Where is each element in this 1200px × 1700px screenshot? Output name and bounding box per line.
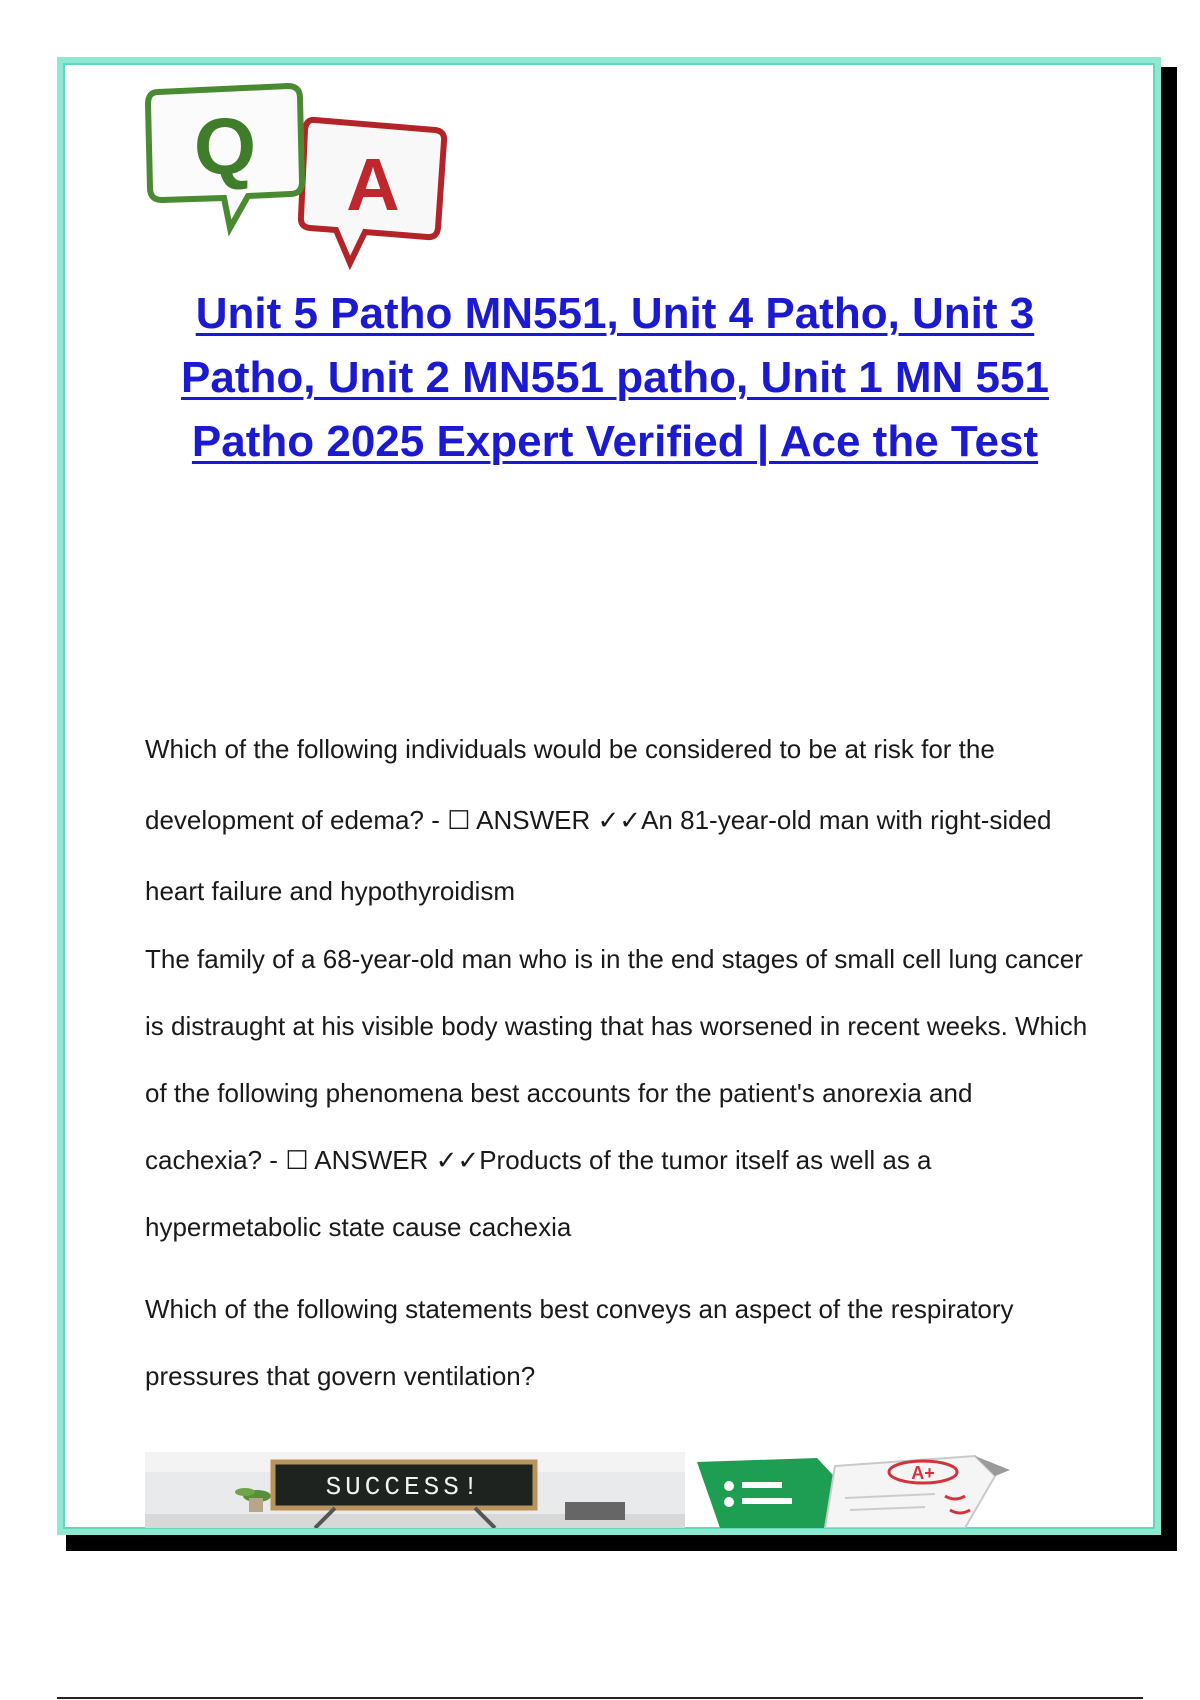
graded-paper-icon bbox=[825, 1456, 1010, 1528]
qa-item-2 bbox=[145, 926, 1090, 1261]
question-text: The family of a 68-year-old man who is in the end stages of small cell lung cancer is distraught at his visible body wasting that has worsened in recent weeks. Which of the following phenomena best accounts for the patient's anorexia and cachexia? - bbox=[145, 944, 1088, 1175]
answer-marker: ☐ ANSWER ✓✓ bbox=[447, 805, 642, 835]
footer-banner bbox=[145, 1452, 1060, 1528]
qa-item-3 bbox=[145, 1276, 1090, 1410]
answer-text: Products of the tumor itself as well as a hypermetabolic state cause cachexia bbox=[145, 1145, 932, 1242]
document-title[interactable]: Unit 5 Patho MN551, Unit 4 Patho, Unit 3 Patho, Unit 2 MN551 patho, Unit 1 MN 551 Patho 2025 Expert Verified | Ace the Test bbox=[181, 289, 1049, 466]
question-text: Which of the following statements best conveys an aspect of the respiratory pressures that govern ventilation? bbox=[145, 1294, 1014, 1391]
qa-logo bbox=[140, 78, 490, 288]
answer-text: An 81-year-old man with right-sided heart failure and hypothyroidism bbox=[145, 805, 1052, 906]
a-letter: A bbox=[346, 143, 400, 226]
footer-rule bbox=[57, 1697, 1143, 1699]
success-sign-text: SUCCESS! bbox=[325, 1472, 483, 1502]
answer-marker: ☐ ANSWER ✓✓ bbox=[285, 1145, 480, 1175]
grade-text: A+ bbox=[911, 1463, 935, 1483]
spreadsheet-icon bbox=[697, 1458, 845, 1528]
q-letter: Q bbox=[193, 102, 257, 191]
qa-item-1 bbox=[145, 714, 1090, 927]
question-text: Which of the following individuals would be considered to be at risk for the development of edema? - bbox=[145, 734, 995, 835]
